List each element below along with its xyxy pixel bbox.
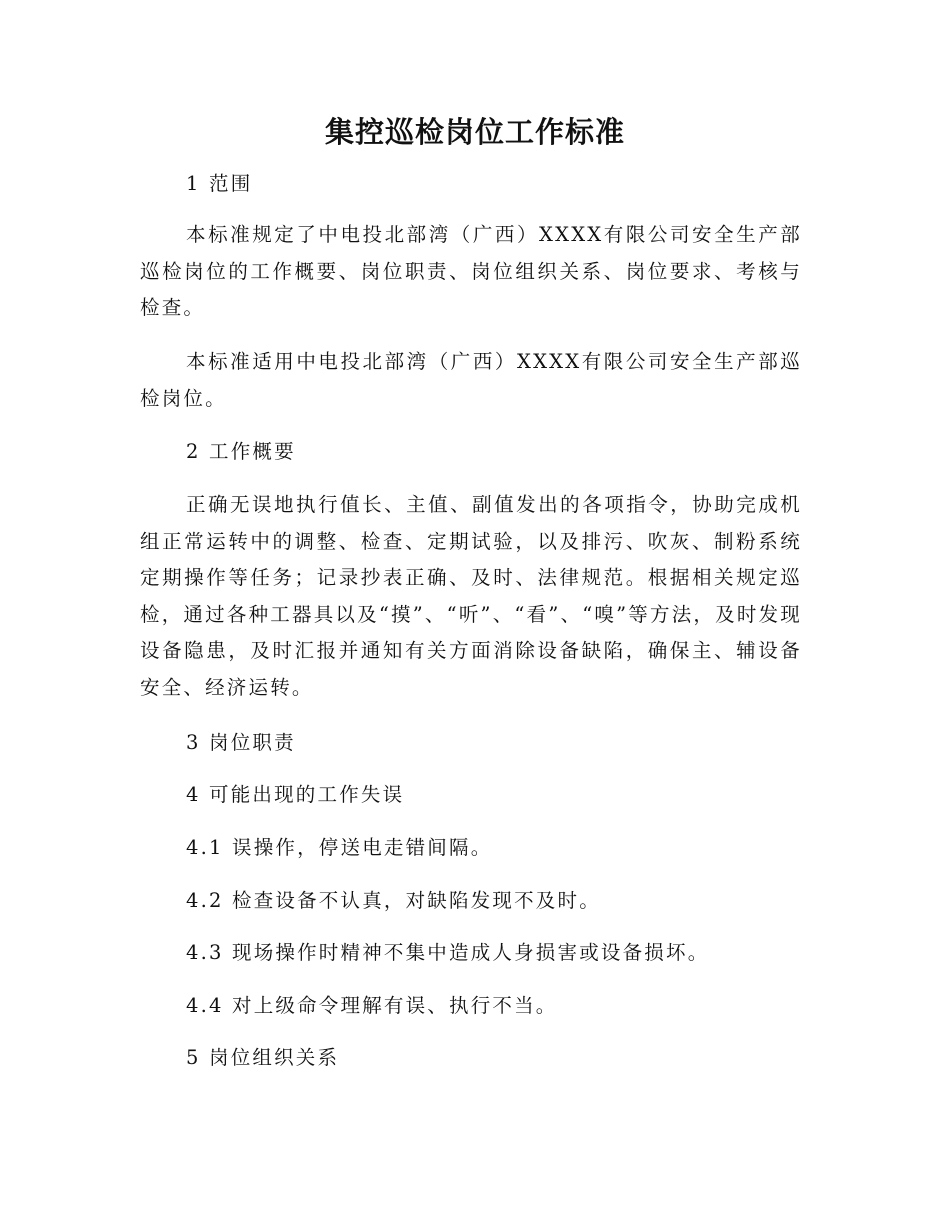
- list-item-4-4: 4.4 对上级命令理解有误、执行不当。: [186, 994, 558, 1017]
- list-item-4-2: 4.2 检查设备不认真，对缺陷发现不及时。: [186, 889, 601, 912]
- section-heading-duties: 3 岗位职责: [186, 731, 296, 754]
- section-heading-possible-errors: 4 可能出现的工作失误: [186, 783, 405, 806]
- section-heading-scope: 1 范围: [186, 172, 253, 195]
- section-heading-overview: 2 工作概要: [186, 440, 296, 463]
- list-item-4-3: 4.3 现场操作时精神不集中造成人身损害或设备损坏。: [186, 941, 710, 964]
- scope-paragraph-2: 本标准适用中电投北部湾（广西）XXXX有限公司安全生产部巡检岗位。: [140, 350, 802, 410]
- list-item-4-1: 4.1 误操作，停送电走错间隔。: [186, 836, 493, 859]
- section-heading-organization: 5 岗位组织关系: [186, 1046, 340, 1069]
- overview-paragraph: 正确无误地执行值长、主值、副值发出的各项指令，协助完成机组正常运转中的调整、检查、定期试验，以及排污、吹灰、制粉系统定期操作等任务；记录抄表正确、及时、法律规范。根据相关规定巡检，通过各种工器具以及“摸”、“听”、“看”、“嗅”等方法，及时发现设备隐患，及时汇报并通知有关方面消除设备缺陷，确保主、辅设备安全、经济运转。: [140, 493, 802, 699]
- document-title: 集控巡检岗位工作标准: [324, 115, 625, 149]
- scope-paragraph-1: 本标准规定了中电投北部湾（广西）XXXX有限公司安全生产部巡检岗位的工作概要、岗位职责、岗位组织关系、岗位要求、考核与检查。: [140, 223, 802, 320]
